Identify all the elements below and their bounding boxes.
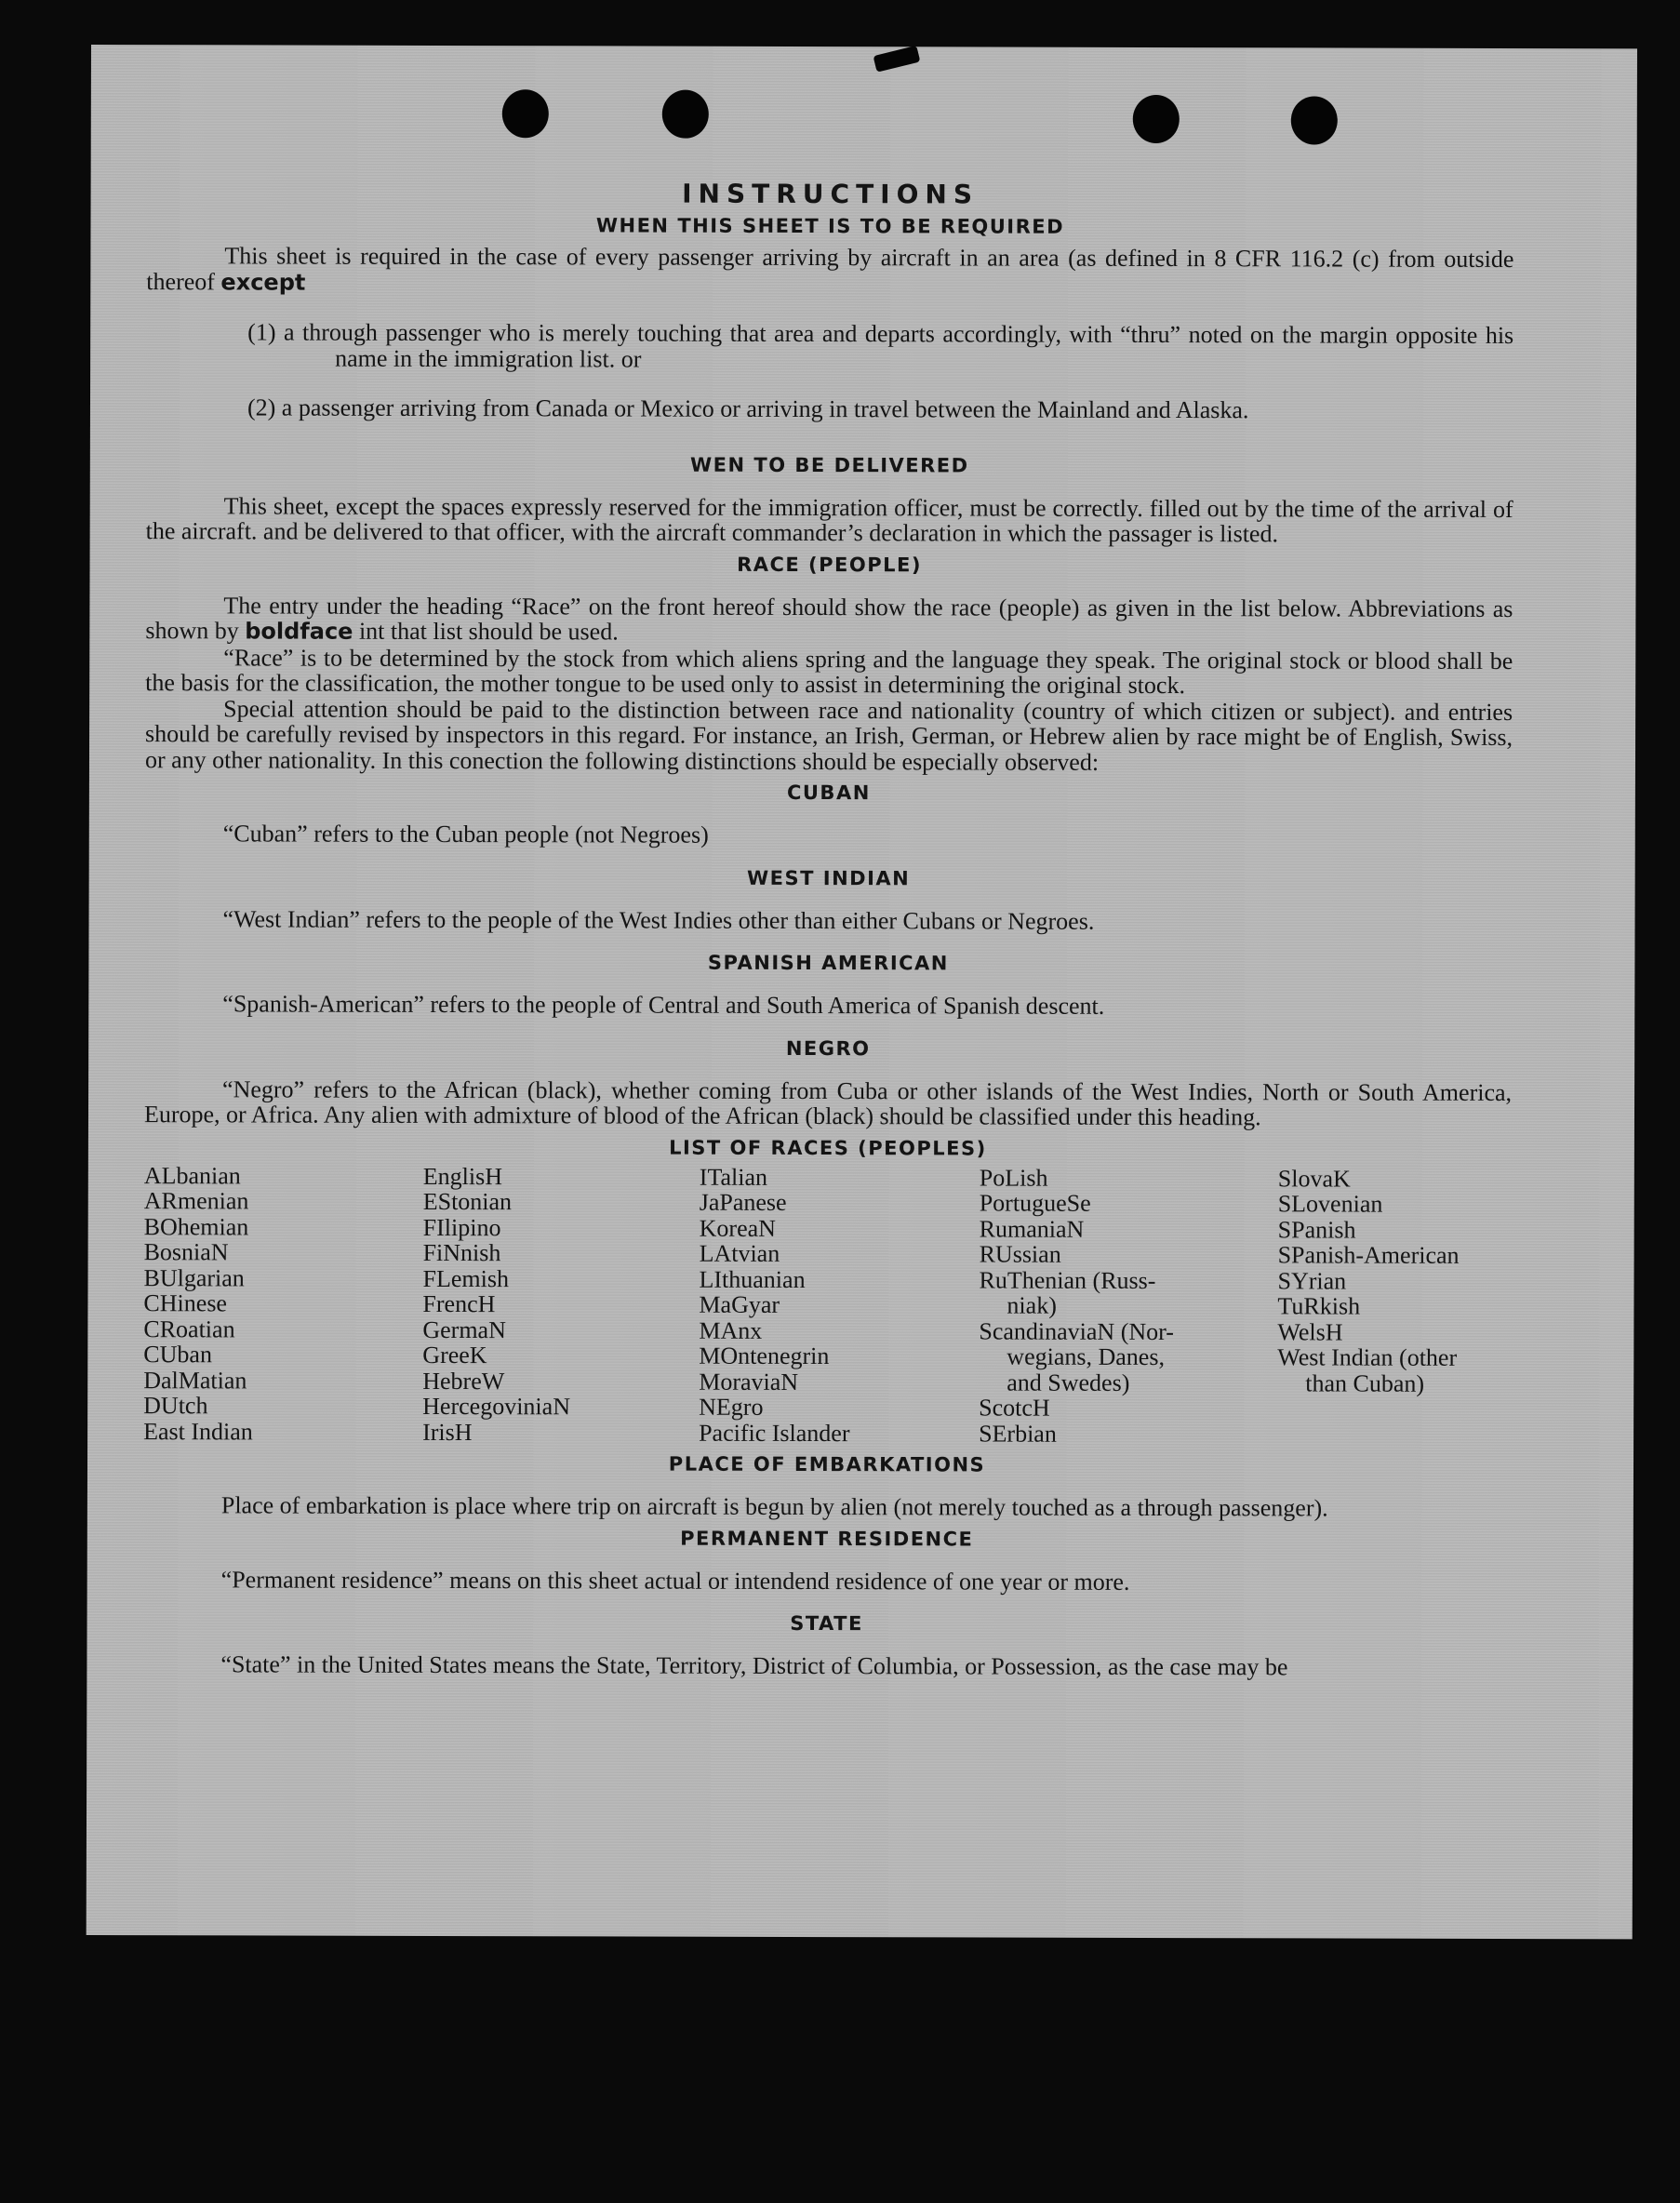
heading-embarkation: PLACE OF EMBARKATIONS [668,1452,986,1476]
except-bold: except [220,268,306,296]
race-entry: PoLish [979,1164,1048,1192]
punch-hole-3 [1133,95,1180,143]
race-entry: RuThenian (Russ- [979,1266,1156,1294]
race-entry: wegians, Danes, [1007,1342,1166,1371]
heading-cuban: CUBAN [786,781,871,805]
document-sheet [87,45,1637,1939]
race-paragraph-2: “Race” is to be determined by the stock from which aliens spring and the language they speak. The original stock or blood shall be the basis for the classification, the mother tongue to be used only to assist in determining the original stock. [145,643,1513,700]
race-entry: MoraviaN [699,1368,799,1395]
race-entry: BOhemian [143,1212,249,1240]
heading-when-required: WHEN THIS SHEET IS TO BE REQUIRED [595,214,1065,238]
required-paragraph [146,243,1513,299]
heading-list-of-races: LIST OF RACES (PEOPLES) [669,1136,987,1160]
race-entry: WelsH [1277,1317,1343,1346]
heading-negro: NEGRO [785,1036,871,1060]
heading-permanent-residence: PERMANENT RESIDENCE [680,1527,974,1550]
race-entry: MOntenegrin [699,1342,830,1370]
race-entry: HebreW [422,1367,505,1395]
race-entry: SlovaK [1277,1164,1351,1193]
race-entry: MAnx [699,1316,763,1344]
race-entry: CRoatian [143,1315,235,1342]
race-list [143,1163,1512,1448]
race-entry: and Swedes) [1007,1369,1130,1396]
race-entry: MaGyar [699,1290,780,1318]
race-entry: SPanish-American [1277,1241,1460,1269]
race-entry: LAtvian [699,1239,780,1267]
heading-when-delivered: WEN TO BE DELIVERED [690,453,969,476]
race-entry: CHinese [143,1289,228,1317]
heading-race: RACE (PEOPLE) [737,553,923,576]
heading-state: STATE [790,1611,863,1636]
heading-west-indian: WEST INDIAN [747,866,911,889]
race-entry: ITalian [699,1163,768,1191]
race-entry: SErbian [979,1420,1057,1448]
race-entry: EStonian [422,1187,513,1216]
race-entry: NEgro [699,1393,764,1421]
race-entry: BUlgarian [143,1263,245,1291]
race-entry: FLemish [422,1264,510,1292]
race-entry: ALbanian [143,1161,241,1189]
instructions-content [142,177,1513,1680]
race-entry: FIlipino [422,1213,501,1241]
race-entry: DalMatian [143,1366,247,1394]
race-entry: BosniaN [143,1238,229,1266]
state-paragraph: “State” in the United States means the State, Territory, District of Columbia, or Possession, as the case may be [220,1650,1288,1681]
exception-item-2: (2) a passenger arriving from Canada or Mexico or arriving in travel between the Mainland and Alaska. [247,394,1249,424]
race-entry: KoreaN [699,1214,777,1242]
punch-hole-4 [1291,96,1338,144]
race-entry: GreeK [422,1341,487,1369]
race-entry: FiNnish [422,1238,501,1267]
race-entry: DUtch [143,1392,208,1420]
race-text-1: The entry under the heading “Race” on the front hereof should show the race (people) as given in the list below. Abbreviations as shown by [145,591,1513,645]
race-entry: SYrian [1277,1266,1347,1295]
race-paragraph-1 [145,593,1513,648]
spanish-american-paragraph: “Spanish-American” refers to the people of Central and South America of Spanish descent. [222,990,1105,1020]
race-entry: CUban [143,1341,213,1369]
race-entry: ScandinaviaN (Nor- [979,1317,1174,1345]
race-entry: FrencH [422,1289,496,1318]
race-entry-empty [1277,1395,1511,1422]
cuban-paragraph: “Cuban” refers to the Cuban people (not Negroes) [222,820,709,848]
required-text: This sheet is required in the case of every passenger arriving by aircraft in an area (as defined in 8 CFR 116.2 (c) from outside thereof [146,242,1514,295]
race-entry: ScotcH [979,1394,1050,1422]
race-entry: PortugueSe [979,1189,1091,1217]
race-entry: TuRkish [1277,1292,1361,1320]
race-entry: SLovenian [1277,1190,1383,1218]
embarkation-paragraph: Place of embarkation is place where trip on aircraft is begun by alien (not merely touched as a through passenger). [220,1491,1328,1522]
race-entry: RumaniaN [979,1215,1085,1243]
exception-item-1: (1) a through passenger who is merely touching that area and departs accordingly, with “thru” noted on the margin opposite his name in the immigration list. or [247,318,1514,373]
west-indian-paragraph: “West Indian” refers to the people of the West Indies other than either Cubans or Negroes. [222,904,1095,935]
race-paragraph-3: Special attention should be paid to the distinction between race and nationality (country of which citizen or subject). and entries should be carefully revised by inspectors in this regard. For instance, an Irish, German, or Hebrew alien by race might be of English, Swiss, or any other nationality. In this conection the following distinctions should be especially observed: [144,694,1513,776]
race-entry: EnglisH [422,1162,503,1190]
race-entry: ARmenian [143,1187,249,1215]
tear-mark [873,46,921,73]
race-entry: RUssian [979,1240,1061,1268]
boldface-word: boldface [245,618,353,645]
race-entry: niak) [1007,1291,1057,1319]
race-entry: JaPanese [699,1188,787,1216]
race-entry: than Cuban) [1305,1369,1425,1397]
race-entry: LIthuanian [699,1265,806,1293]
race-entry: SPanish [1277,1215,1356,1244]
negro-paragraph: “Negro” refers to the African (black), whether coming from Cuba or other islands of the West Indies, North or South America, Europe, or Africa. Any alien with admixture of blood of the African (black) should be classified under this heading. [143,1075,1513,1131]
delivered-paragraph: This sheet, except the spaces expressly reserved for the immigration officer, must be correctly. filled out by the time of the arrival of the aircraft. and be delivered to that officer, with the aircraft commander’s declaration in which the passager is listed. [145,491,1513,548]
race-entry: GermaN [422,1315,506,1343]
punch-hole-2 [662,90,709,139]
race-entry: IrisH [422,1418,473,1446]
race-entry: Pacific Islander [699,1419,850,1447]
race-entry: West Indian (other [1277,1343,1458,1371]
punch-hole-1 [502,89,549,138]
race-text-1-end: int that list should be used. [353,617,619,646]
heading-spanish-american: SPANISH AMERICAN [707,951,949,975]
race-entry: HercegoviniaN [422,1392,571,1421]
page-title: INSTRUCTIONS [682,178,980,210]
race-entry-empty [1277,1422,1511,1448]
residence-paragraph: “Permanent residence” means on this sheet actual or intendend residence of one year or more. [220,1565,1130,1596]
race-entry: East Indian [143,1417,253,1445]
